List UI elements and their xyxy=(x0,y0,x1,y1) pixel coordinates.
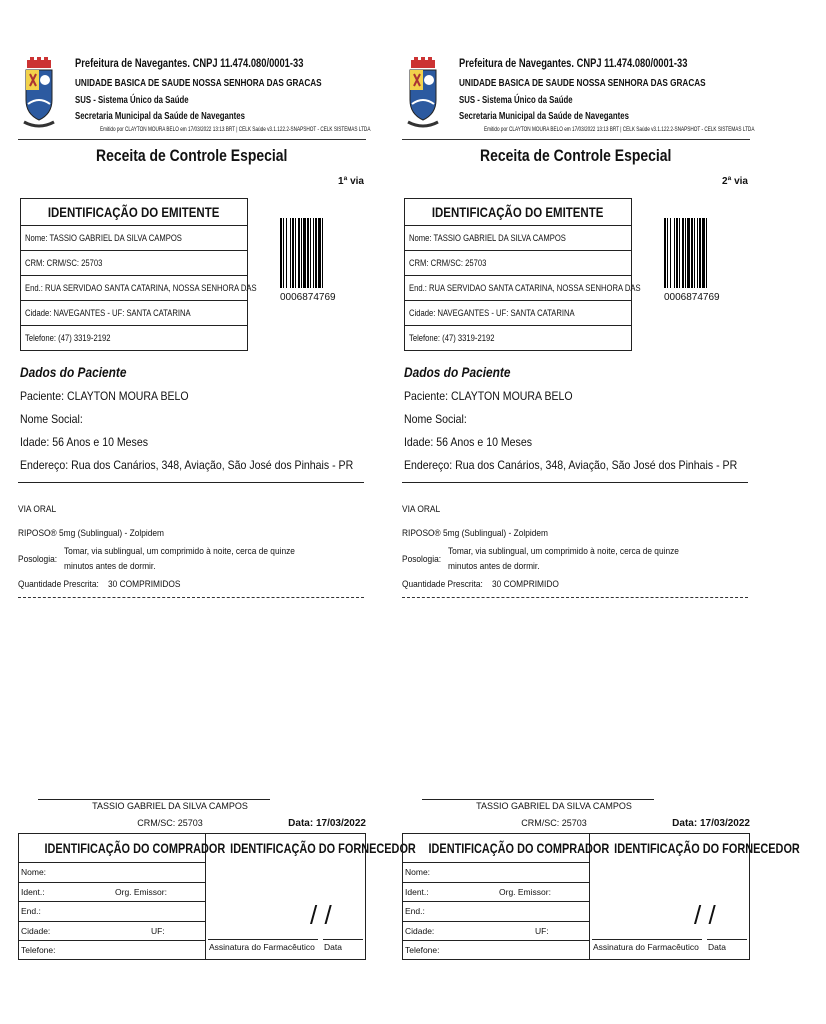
emitente-box xyxy=(404,198,641,351)
buyer-phone-field[interactable]: Telefone: xyxy=(21,945,56,956)
buyer-uf-label: UF: xyxy=(151,925,165,936)
patient-address: Endereço: Rua dos Canários, 348, Aviação, São José dos Pinhais - PR xyxy=(20,458,354,472)
barcode-number: 0006874769 xyxy=(280,292,336,303)
buyer-city-field[interactable]: Cidade: UF: xyxy=(19,922,205,942)
signature-crm: CRM/SC: 25703 xyxy=(521,818,587,828)
document-title: Receita de Controle Especial xyxy=(480,146,672,165)
supplier-date-label: Data xyxy=(708,942,726,952)
emitente-endereco: End.: RUA SERVIDAO SANTA CATARINA, NOSSA SENHORA DAS xyxy=(21,276,247,301)
header-rule xyxy=(402,139,750,140)
emitente-telefone: Telefone: (47) 3319-2192 xyxy=(25,333,111,343)
buyer-id-field[interactable]: Ident.: Org. Emissor: xyxy=(19,883,205,903)
emitente-cidade: Cidade: NAVEGANTES - UF: SANTA CATARINA xyxy=(405,301,631,326)
emitente-title: IDENTIFICAÇÃO DO EMITENTE xyxy=(405,199,631,226)
header-line-1: Prefeitura de Navegantes. CNPJ 11.474.080/0001-33 xyxy=(75,56,304,70)
emitted-by: Emitido por CLAYTON MOURA BELO em 17/03/2022 13:13 BRT | CELK Saúde v3.1.122.2-SNAPSHOT - CELK SISTEMAS LTDA xyxy=(484,126,755,133)
supplier-date-line xyxy=(707,939,747,940)
buyer-city-field[interactable]: Cidade: UF: xyxy=(403,922,589,942)
buyer-issuer-label: Org. Emissor: xyxy=(115,886,167,897)
via-label: 1ª via xyxy=(338,176,364,187)
header-line-4: Secretaria Municipal da Saúde de Navegantes xyxy=(459,111,629,122)
signature-name: TASSIO GABRIEL DA SILVA CAMPOS xyxy=(92,801,248,811)
rx-posology-line-1: Tomar, via sublingual, um comprimido à noite, cerca de quinze xyxy=(448,546,679,557)
supplier-title: IDENTIFICAÇÃO DO FORNECEDOR xyxy=(614,840,800,856)
emitente-crm: CRM: CRM/SC: 25703 xyxy=(21,251,247,276)
rx-quantity-value: 30 COMPRIMIDO xyxy=(492,579,559,590)
emitted-by: Emitido por CLAYTON MOURA BELO em 17/03/2022 13:13 BRT | CELK Saúde v3.1.122.2-SNAPSHOT - CELK SISTEMAS LTDA xyxy=(100,126,371,133)
date-slashes: / / xyxy=(694,900,716,930)
prescription-copy-2 xyxy=(402,0,800,1024)
header-line-4: Secretaria Municipal da Saúde de Navegantes xyxy=(75,111,245,122)
patient-address: Endereço: Rua dos Canários, 348, Aviação, São José dos Pinhais - PR xyxy=(404,458,738,472)
section-divider xyxy=(18,482,364,483)
patient-section-title: Dados do Paciente xyxy=(404,364,511,380)
via-label: 2ª via xyxy=(722,176,748,187)
supplier-box xyxy=(588,833,800,960)
emitente-nome: Nome: TASSIO GABRIEL DA SILVA CAMPOS xyxy=(21,226,247,251)
pharmacist-signature-line xyxy=(592,939,702,940)
rx-medication: RIPOSO® 5mg (Sublingual) - Zolpidem xyxy=(402,528,549,539)
patient-social-name: Nome Social: xyxy=(20,412,83,426)
patient-section-title: Dados do Paciente xyxy=(20,364,127,380)
buyer-address-field[interactable]: End.: xyxy=(19,902,205,922)
patient-age: Idade: 56 Anos e 10 Meses xyxy=(404,435,532,449)
header-line-3: SUS - Sistema Único da Saúde xyxy=(459,95,573,106)
patient-social-name: Nome Social: xyxy=(404,412,467,426)
rx-posology-label: Posologia: xyxy=(402,554,442,565)
barcode xyxy=(664,218,714,288)
buyer-name-field[interactable]: Nome: xyxy=(19,863,205,883)
date-slashes: / / xyxy=(310,900,332,930)
coat-of-arms-icon xyxy=(406,56,440,132)
buyer-title: IDENTIFICAÇÃO DO COMPRADOR xyxy=(403,834,589,863)
signature-name: TASSIO GABRIEL DA SILVA CAMPOS xyxy=(476,801,632,811)
header-line-2: UNIDADE BASICA DE SAUDE NOSSA SENHORA DAS GRACAS xyxy=(459,77,706,89)
pharmacist-signature-label: Assinatura do Farmacêutico xyxy=(209,942,315,952)
buyer-title: IDENTIFICAÇÃO DO COMPRADOR xyxy=(19,834,205,863)
rx-posology-line-1: Tomar, via sublingual, um comprimido à noite, cerca de quinze xyxy=(64,546,295,557)
supplier-date-line xyxy=(323,939,363,940)
rx-route: VIA ORAL xyxy=(402,504,441,515)
rx-posology-line-2: minutos antes de dormir. xyxy=(64,561,156,572)
emitente-box xyxy=(20,198,257,351)
pharmacist-signature-label: Assinatura do Farmacêutico xyxy=(593,942,699,952)
barcode-number: 0006874769 xyxy=(664,292,720,303)
patient-name: Paciente: CLAYTON MOURA BELO xyxy=(20,389,189,403)
emitente-title: IDENTIFICAÇÃO DO EMITENTE xyxy=(21,199,247,226)
buyer-id-field[interactable]: Ident.: Org. Emissor: xyxy=(403,883,589,903)
patient-age: Idade: 56 Anos e 10 Meses xyxy=(20,435,148,449)
prescription-copy-1 xyxy=(18,0,416,1024)
patient-name: Paciente: CLAYTON MOURA BELO xyxy=(404,389,573,403)
emitente-telefone: Telefone: (47) 3319-2192 xyxy=(409,333,495,343)
header-line-3: SUS - Sistema Único da Saúde xyxy=(75,95,189,106)
buyer-box xyxy=(402,833,610,960)
rx-medication: RIPOSO® 5mg (Sublingual) - Zolpidem xyxy=(18,528,165,539)
emitente-endereco: End.: RUA SERVIDAO SANTA CATARINA, NOSSA SENHORA DAS xyxy=(405,276,631,301)
rx-quantity-label: Quantidade Prescrita: xyxy=(402,579,483,590)
issue-date: Data: 17/03/2022 xyxy=(288,818,366,829)
supplier-title: IDENTIFICAÇÃO DO FORNECEDOR xyxy=(230,840,416,856)
pharmacist-signature-line xyxy=(208,939,318,940)
header-rule xyxy=(18,139,366,140)
buyer-phone-field[interactable]: Telefone: xyxy=(405,945,440,956)
emitente-nome: Nome: TASSIO GABRIEL DA SILVA CAMPOS xyxy=(405,226,631,251)
buyer-box xyxy=(18,833,226,960)
buyer-issuer-label: Org. Emissor: xyxy=(499,886,551,897)
signature-crm: CRM/SC: 25703 xyxy=(137,818,203,828)
rx-posology-label: Posologia: xyxy=(18,554,58,565)
supplier-date-label: Data xyxy=(324,942,342,952)
barcode xyxy=(280,218,330,288)
issue-date: Data: 17/03/2022 xyxy=(672,818,750,829)
emitente-crm: CRM: CRM/SC: 25703 xyxy=(405,251,631,276)
rx-quantity-value: 30 COMPRIMIDOS xyxy=(108,579,181,590)
coat-of-arms-icon xyxy=(22,56,56,132)
section-divider xyxy=(402,482,748,483)
rx-posology-line-2: minutos antes de dormir. xyxy=(448,561,540,572)
header-line-1: Prefeitura de Navegantes. CNPJ 11.474.080/0001-33 xyxy=(459,56,688,70)
document-title: Receita de Controle Especial xyxy=(96,146,288,165)
signature-line xyxy=(38,799,270,800)
buyer-address-field[interactable]: End.: xyxy=(403,902,589,922)
buyer-uf-label: UF: xyxy=(535,925,549,936)
rx-divider xyxy=(402,597,748,598)
rx-divider xyxy=(18,597,364,598)
header-line-2: UNIDADE BASICA DE SAUDE NOSSA SENHORA DAS GRACAS xyxy=(75,77,322,89)
signature-line xyxy=(422,799,654,800)
buyer-name-field[interactable]: Nome: xyxy=(403,863,589,883)
emitente-cidade: Cidade: NAVEGANTES - UF: SANTA CATARINA xyxy=(21,301,247,326)
rx-route: VIA ORAL xyxy=(18,504,57,515)
rx-quantity-label: Quantidade Prescrita: xyxy=(18,579,99,590)
